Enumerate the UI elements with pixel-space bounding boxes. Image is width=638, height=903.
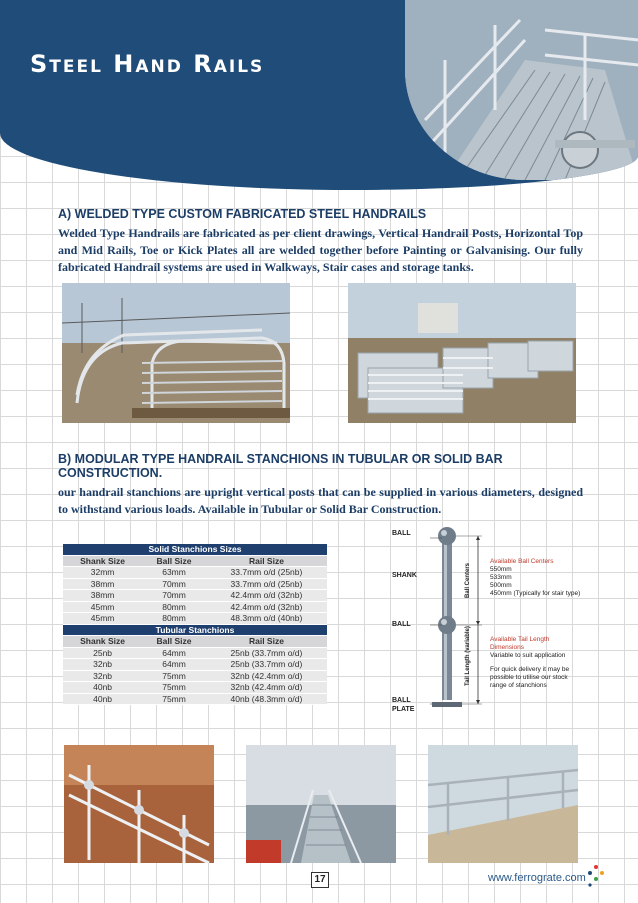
table-cell: 75mm <box>142 670 206 682</box>
table-cell: 25nb (33.7mm o/d) <box>206 647 327 659</box>
column-header: Ball Size <box>142 636 206 648</box>
tail-length-note: range of stanchions <box>490 682 547 689</box>
ball-center-value: 500mm <box>490 582 512 589</box>
section-b-body: our handrail stanchions are upright vertical posts that can be supplied in various diameters, designed to withstand various loads. Available in Tubular or Solid Bar Construction. <box>58 485 583 516</box>
solid-table-title-row <box>63 544 327 555</box>
section-a-heading: A) WELDED TYPE CUSTOM FABRICATED STEEL HANDRAILS <box>58 207 427 221</box>
solid-table-header-row <box>63 555 327 567</box>
table-cell: 38mm <box>63 578 142 590</box>
page-title: Steel Hand Rails <box>30 50 265 78</box>
column-header: Rail Size <box>206 555 327 567</box>
stair-handrail-photo <box>64 745 214 863</box>
table-cell: 32nb <box>63 659 142 671</box>
label-shank: SHANK <box>392 572 417 579</box>
table-row <box>63 567 327 579</box>
table-cell: 25nb <box>63 647 142 659</box>
welded-handrails-photo-2 <box>348 283 576 423</box>
tail-length-label: Tail Length (variable) <box>465 626 471 686</box>
stanchion-diagram <box>390 520 590 720</box>
label-ball-plate-1: BALL <box>392 697 411 704</box>
table-cell: 64mm <box>142 647 206 659</box>
table-cell: 70mm <box>142 590 206 602</box>
table-row <box>63 682 327 694</box>
table-row <box>63 693 327 705</box>
ball-centers-label: Ball Centers <box>465 562 471 598</box>
table-row <box>63 590 327 602</box>
stanchion-sizes-table <box>63 544 327 705</box>
table-cell: 75mm <box>142 682 206 694</box>
section-a-body: Welded Type Handrails are fabricated as per client drawings, Vertical Handrail Posts, Horizontal Top and Mid Rails, Toe or Kick Plates all are welded together before Painting or Galvanising. Our fully fabricated Handrail systems are used in Walkways, Stair cases and storage tanks. <box>58 226 583 274</box>
table-cell: 32nb <box>63 670 142 682</box>
website-url: www.ferrograte.com <box>488 872 586 884</box>
table-row <box>63 647 327 659</box>
tubular-table-title: Tubular Stanchions <box>63 624 327 636</box>
section-b-heading: B) MODULAR TYPE HANDRAIL STANCHIONS IN TUBULAR OR SOLID BAR CONSTRUCTION. <box>58 452 503 480</box>
section-welded <box>58 207 583 276</box>
table-cell: 80mm <box>142 613 206 625</box>
table-row <box>63 670 327 682</box>
table-row <box>63 578 327 590</box>
table-cell: 38mm <box>63 590 142 602</box>
table-row <box>63 659 327 671</box>
welded-handrails-photo-1 <box>62 283 290 423</box>
ball-center-value: 550mm <box>490 566 512 573</box>
table-row <box>63 613 327 625</box>
label-ball-mid: BALL <box>392 621 411 628</box>
table-row <box>63 601 327 613</box>
table-cell: 64mm <box>142 659 206 671</box>
column-header: Shank Size <box>63 555 142 567</box>
table-cell: 42.4mm o/d (32nb) <box>206 601 327 613</box>
table-cell: 63mm <box>142 567 206 579</box>
table-cell: 33.7mm o/d (25nb) <box>206 567 327 579</box>
tail-length-note: For quick delivery it may be <box>490 666 570 673</box>
table-cell: 42.4mm o/d (32nb) <box>206 590 327 602</box>
page-number: 17 <box>311 872 329 888</box>
table-cell: 45mm <box>63 601 142 613</box>
column-header: Ball Size <box>142 555 206 567</box>
header-band <box>0 0 638 190</box>
table-cell: 32nb (42.4mm o/d) <box>206 682 327 694</box>
walkway-grating-photo <box>246 745 396 863</box>
ball-center-value: 533mm <box>490 574 512 581</box>
logo-dots-icon <box>586 864 606 888</box>
table-cell: 80mm <box>142 601 206 613</box>
table-cell: 32nb (42.4mm o/d) <box>206 670 327 682</box>
tail-length-note: possible to utilise our stock <box>490 674 568 681</box>
tail-length-note: Variable to suit application <box>490 652 566 659</box>
label-ball-plate-2: PLATE <box>392 706 415 713</box>
tubular-table-title-row <box>63 624 327 636</box>
table-cell: 40nb <box>63 682 142 694</box>
hero-walkway-photo <box>405 0 638 180</box>
tail-length-title-1: Available Tail Length <box>490 636 550 643</box>
table-cell: 40nb (48.3mm o/d) <box>206 693 327 705</box>
section-modular <box>58 452 583 518</box>
table-cell: 32mm <box>63 567 142 579</box>
ball-center-value: 450mm (Typically for stair type) <box>490 590 581 597</box>
table-cell: 25nb (33.7mm o/d) <box>206 659 327 671</box>
tail-length-title-2: Dimensions <box>490 644 524 651</box>
table-cell: 48.3mm o/d (40nb) <box>206 613 327 625</box>
solid-table-title: Solid Stanchions Sizes <box>63 544 327 555</box>
parapet-handrail-photo <box>428 745 578 863</box>
column-header: Rail Size <box>206 636 327 648</box>
table-cell: 33.7mm o/d (25nb) <box>206 578 327 590</box>
table-cell: 45mm <box>63 613 142 625</box>
tubular-table-header-row <box>63 636 327 648</box>
table-cell: 40nb <box>63 693 142 705</box>
stanchion-drawing <box>390 520 590 720</box>
column-header: Shank Size <box>63 636 142 648</box>
table-cell: 70mm <box>142 578 206 590</box>
label-ball-top: BALL <box>392 530 411 537</box>
table-cell: 75mm <box>142 693 206 705</box>
ball-centers-title: Available Ball Centers <box>490 558 554 565</box>
